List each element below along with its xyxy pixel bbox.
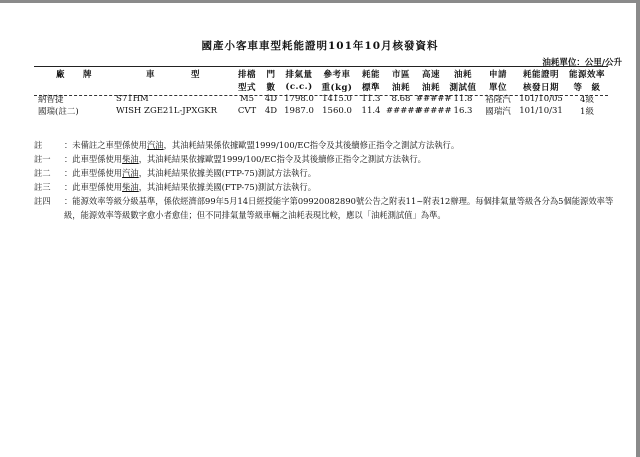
- table-cell: #####: [416, 106, 452, 116]
- table-cell: 11.4: [361, 106, 381, 116]
- footnote-text-pre: ：未備註之車型係使用: [64, 140, 147, 150]
- table-row: [34, 105, 608, 117]
- footnote: [34, 166, 619, 180]
- column-header: 參考車: [323, 69, 351, 80]
- table-cell: WISH ZGE21L-JPXGKR: [116, 106, 217, 116]
- footnote-text-post: ，其油耗結果依據歐盟1999/100/EC指令及其後續修正指令之測試方法執行。: [138, 154, 426, 164]
- table-cell: 4D: [264, 94, 278, 104]
- footnote-tag: 註四: [34, 196, 51, 206]
- table-cell: 國瑞汽: [485, 107, 511, 117]
- table-cell: 101/10/05: [519, 94, 563, 104]
- footnote: [34, 152, 619, 166]
- table-cell: 4D: [264, 106, 278, 116]
- column-header: 測試值: [449, 82, 477, 93]
- column-header: 耗能: [361, 69, 380, 80]
- table-cell: 4級: [580, 95, 594, 105]
- vehicle-table: [34, 67, 608, 117]
- header-row-top: [34, 67, 608, 80]
- footnote-tag: 註三: [34, 182, 51, 192]
- fuel-type-underlined: 柴油: [122, 154, 139, 164]
- column-header: 門: [266, 69, 276, 80]
- footnotes: [34, 138, 619, 222]
- table-row: [34, 93, 608, 105]
- footnote-text: [64, 152, 619, 166]
- table-cell: 16.3: [453, 106, 473, 116]
- column-header: 核發日期: [522, 82, 559, 93]
- table-cell: 1560.0: [322, 106, 352, 116]
- column-header: 單位: [488, 82, 507, 93]
- table-body: [34, 93, 608, 117]
- viewer-top-edge: [0, 0, 640, 3]
- table-header: [34, 67, 608, 93]
- table-cell: 裕隆汽: [485, 95, 511, 105]
- footnote-text-pre: ：此車型係使用: [64, 154, 123, 164]
- table-cell: 11.8: [453, 94, 473, 104]
- table-cell: #####: [386, 106, 422, 116]
- table-cell: 8.68: [391, 94, 411, 104]
- column-header: 油耗: [453, 69, 472, 80]
- table-cell: 1415.0: [322, 94, 352, 104]
- column-header: 型式: [237, 82, 256, 93]
- footnote-text: [64, 138, 619, 152]
- column-header: 數: [266, 82, 276, 93]
- footnote-text-post: ，其油耗結果係依據歐盟1999/100/EC指令及其後續修正指令之測試方法執行。: [163, 140, 460, 150]
- column-header: [114, 80, 232, 93]
- column-header: 申請: [488, 69, 507, 80]
- footnote-text: [64, 180, 619, 194]
- table-cell: 國瑞(註二): [38, 107, 79, 117]
- document-title: 國產小客車車型耗能證明101年10月核發資料: [201, 40, 439, 52]
- fuel-type-underlined: 柴油: [122, 182, 139, 192]
- footnote-tag: 註: [34, 140, 43, 150]
- column-header: 排檔: [237, 69, 256, 80]
- column-header: 排氣量: [285, 69, 313, 80]
- column-header: 市區: [391, 69, 410, 80]
- column-header: 油耗: [421, 82, 440, 93]
- viewer-right-edge: [636, 0, 640, 457]
- footnote-text-pre: ：此車型係使用: [64, 182, 123, 192]
- table-cell: CVT: [237, 106, 257, 116]
- column-header: (c.c.): [285, 81, 313, 92]
- fuel-type-underlined: 汽油: [146, 140, 164, 150]
- column-header: [34, 80, 114, 93]
- table-cell: 101/10/31: [519, 106, 563, 116]
- footnote-text: [64, 166, 619, 180]
- table-cell: 11.3: [361, 94, 381, 104]
- fuel-unit-label: 油耗單位：公里/公升: [542, 58, 622, 68]
- footnote: [34, 138, 619, 152]
- column-header: 油耗: [391, 82, 410, 93]
- table-cell: M5: [239, 94, 255, 104]
- fuel-type-underlined: 汽油: [122, 168, 139, 178]
- footnote-tag: 註一: [34, 154, 51, 164]
- header-row-bottom: [34, 80, 608, 93]
- footnote: [34, 180, 619, 194]
- footnote-text-pre: ：能源效率等級分級基準，係依經濟部99年5月14日經授能字第09920082890號公告之附表11~附表12辦理。每個排氣量等級各分為5個能源效率等級，能源效率等級數字愈小者愈佳；但不同排氣量等級車輛之油耗表現比較，應以「油耗測試值」為準。: [64, 196, 614, 220]
- column-header: 車 型: [145, 69, 200, 80]
- table-cell: 納智捷: [38, 95, 64, 105]
- table-cell: S71HM: [116, 94, 149, 104]
- footnote-text: [64, 194, 619, 222]
- table-cell: 1987.0: [284, 106, 314, 116]
- footnote-text-pre: ：此車型係使用: [64, 168, 123, 178]
- footnote-tag: 註二: [34, 168, 51, 178]
- column-header: 耗能證明: [522, 69, 559, 80]
- column-header: 高速: [421, 69, 440, 80]
- footnote: [34, 194, 619, 222]
- column-header: 等 級: [573, 82, 601, 93]
- column-header: 能源效率: [568, 69, 605, 80]
- table-cell: 1級: [580, 107, 594, 117]
- footnote-text-post: ，其油耗結果依據美國(FTP-75)測試方法執行。: [138, 182, 317, 192]
- table-cell: #####: [416, 94, 452, 104]
- column-header: 重(kg): [321, 82, 353, 93]
- column-header: 標準: [361, 82, 380, 93]
- table-cell: 1798.0: [284, 94, 314, 104]
- footnote-text-post: ，其油耗結果依據美國(FTP-75)測試方法執行。: [138, 168, 317, 178]
- column-header: 廠 牌: [55, 69, 92, 80]
